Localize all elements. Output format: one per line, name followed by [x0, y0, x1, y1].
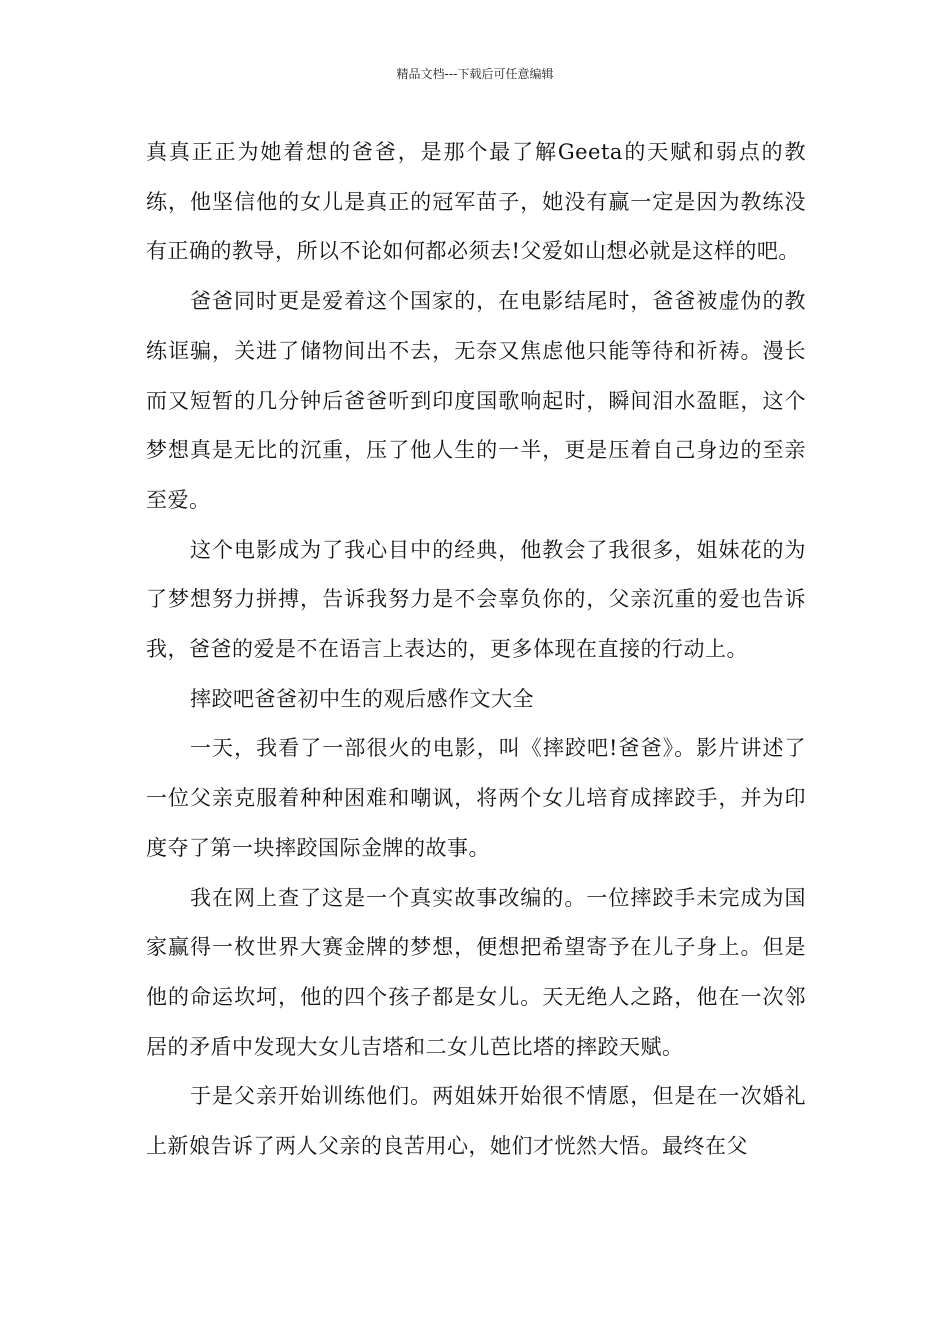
document-body [146, 128, 806, 1172]
paragraph: 这个电影成为了我心目中的经典，他教会了我很多，姐妹花的为了梦想努力拼搏，告诉我努力是不会辜负你的，父亲沉重的爱也告诉我，爸爸的爱是不在语言上表达的，更多体现在直接的行动上。 [146, 537, 806, 662]
paragraph: 我在网上查了这是一个真实故事改编的。一位摔跤手未完成为国家赢得一枚世界大赛金牌的梦想，便想把希望寄予在儿子身上。但是他的命运坎坷，他的四个孩子都是女儿。天无绝人之路，他在一次邻居的矛盾中发现大女儿吉塔和二女儿芭比塔的摔跤天赋。 [146, 885, 806, 1059]
paragraph: 爸爸同时更是爱着这个国家的，在电影结尾时，爸爸被虚伪的教练诓骗，关进了储物间出不去，无奈又焦虑他只能等待和祈祷。漫长而又短暂的几分钟后爸爸听到印度国歌响起时，瞬间泪水盈眶，这个梦想真是无比的沉重，压了他人生的一半，更是压着自己身边的至亲至爱。 [146, 289, 806, 512]
page-header: 精品文档---下载后可任意编辑 [396, 67, 554, 81]
paragraph: 于是父亲开始训练他们。两姐妹开始很不情愿，但是在一次婚礼上新娘告诉了两人父亲的良苦用心，她们才恍然大悟。最终在父 [146, 1084, 806, 1159]
paragraph: 真真正正为她着想的爸爸，是那个最了解Geeta的天赋和弱点的教练，他坚信他的女儿是真正的冠军苗子，她没有赢一定是因为教练没有正确的教导，所以不论如何都必须去!父爱如山想必就是这样的吧。 [146, 140, 806, 264]
paragraph: 一天，我看了一部很火的电影，叫《摔跤吧!爸爸》。影片讲述了一位父亲克服着种种困难和嘲讽，将两个女儿培育成摔跤手，并为印度夺了第一块摔跤国际金牌的故事。 [146, 736, 806, 860]
section-heading: 摔跤吧爸爸初中生的观后感作文大全 [190, 686, 534, 711]
